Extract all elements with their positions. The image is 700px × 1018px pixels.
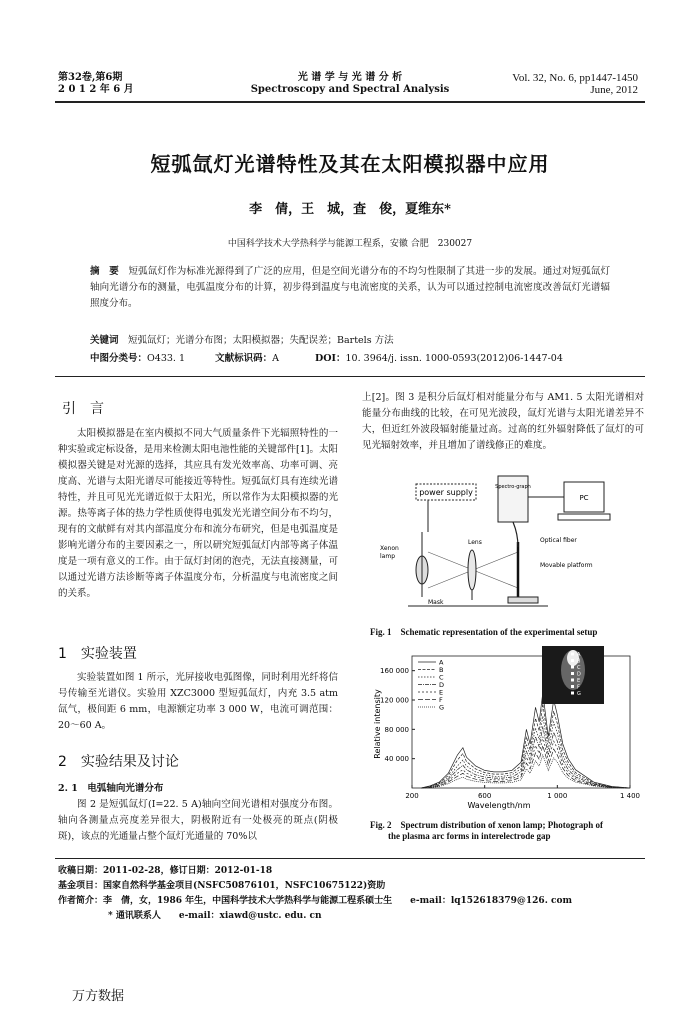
abstract-text: 短弧氙灯作为标准光源得到了广泛的应用，但是空间光谱分布的不均匀性限制了其进一步的发展。通过对短弧氙灯轴向光谱分布的测量，电弧温度分布的计算，初步得到温度与电流密度的关系，认为可以通过控制电流密度改善氙灯光谱辐照度分布。 xyxy=(90,266,610,309)
journal-title-en: Spectroscopy and Spectral Analysis xyxy=(250,84,450,95)
source-watermark: 万方数据 xyxy=(72,989,125,1004)
right-column-paragraph: 上[2]。图 3 是积分后氙灯相对能量分布与 AM1. 5 太阳光谱相对能量分布曲线的比较，在可见光波段，氙灯光谱与太阳光谱差异不大，但近红外波段辐射能量过高。过高的红外辐射降低了氙灯的可见光辐射效率，并且增加了谱线修正的难度。 xyxy=(362,392,644,451)
photo-marker-label: G xyxy=(577,691,581,697)
photo-marker-dot xyxy=(571,659,574,662)
clc-label: 中图分类号： xyxy=(90,353,148,364)
figure-1-number: Fig. 1 xyxy=(370,627,392,637)
figure-2-chart xyxy=(368,642,640,810)
affiliation: 中国科学技术大学热科学与能源工程系，安徽 合肥 230027 xyxy=(227,239,473,249)
classification xyxy=(90,352,610,366)
footnotes xyxy=(58,864,658,924)
abstract xyxy=(90,264,610,312)
keywords-label: 关键词 xyxy=(90,335,119,346)
axial-spectrum-paragraph: 图 2 是短弧氙灯(I=22. 5 A)轴向空间光谱相对强度分布图。轴向各测量点亮度差异很大，阴极附近有一处极亮的斑点(阴极斑)，该点的光通量占整个氙灯光通量的 70%以 xyxy=(58,799,338,842)
spectrograph-label: Spectro-graph xyxy=(495,484,531,490)
power-supply-label: power supply xyxy=(419,488,473,497)
x-tick-label: 600 xyxy=(477,792,492,800)
lamp-label: lamp xyxy=(380,553,395,560)
figure-2-caption-line2: the plasma arc forms in interelectrode gap xyxy=(388,831,551,841)
subsection-2-1-title: 2. 1 电弧轴向光谱分布 xyxy=(58,783,164,794)
author-list: 李 倩，王 城，査 俊，夏维东* xyxy=(249,202,451,217)
fund-info: 基金项目：国家自然科学基金项目(NSFC50876101，NSFC10675122)资助 xyxy=(58,881,386,891)
photo-marker-dot xyxy=(571,679,574,682)
section-1-title: 1 实验装置 xyxy=(58,646,137,662)
header-rule xyxy=(55,101,645,103)
figure-1-schematic xyxy=(368,472,640,614)
xenon-label: Xenon xyxy=(380,545,399,552)
lens xyxy=(468,550,476,590)
journal-title-cn: 光 谱 学 与 光 谱 分 析 xyxy=(297,72,403,83)
abstract-rule xyxy=(55,376,645,377)
y-tick-label: 40 000 xyxy=(384,755,409,764)
legend-label: D xyxy=(439,681,445,689)
legend-label: A xyxy=(439,658,444,667)
figure-2-caption-line1: Spectrum distribution of xenon lamp; Photograph of xyxy=(400,820,604,830)
legend-label: F xyxy=(439,696,443,704)
pc-keyboard xyxy=(558,514,610,520)
legend-label: E xyxy=(439,688,444,697)
doc-code-label: 文献标识码： xyxy=(215,353,273,364)
doi-value: 10. 3964/j. issn. 1000-0593(2012)06-1447-04 xyxy=(345,353,563,364)
photo-marker-label: F xyxy=(577,684,580,691)
figure-1-caption-text: Schematic representation of the experimental setup xyxy=(400,627,598,637)
platform-label: Movable platform xyxy=(540,562,593,569)
x-tick-label: 1 000 xyxy=(547,792,568,800)
volume-pages: Vol. 32, No. 6, pp1447-1450 xyxy=(512,72,638,84)
photo-marker-dot xyxy=(571,685,574,688)
photo-marker-dot xyxy=(571,666,574,669)
photo-marker-dot xyxy=(571,672,574,675)
movable-platform xyxy=(508,597,538,603)
photo-marker-dot xyxy=(571,653,574,656)
photo-marker-label: C xyxy=(577,665,581,671)
author-bio: 作者简介：李 倩，女，1986 年生，中国科学技术大学热科学与能源工程系硕士生 e-mail：lq152618379@126. com xyxy=(58,896,572,906)
journal-pages xyxy=(512,72,638,96)
clc-value: O433. 1 xyxy=(147,353,186,364)
doi-label: DOI： xyxy=(315,353,346,364)
series-line-E xyxy=(421,737,630,788)
photo-marker-label: E xyxy=(577,678,581,684)
photo-marker-label: D xyxy=(577,671,581,678)
footnote-rule xyxy=(55,858,645,859)
setup-paragraph: 实验装置如图 1 所示，光屏接收电弧图像，同时利用光纤将信号传输至光谱仪。实验用 XZC3000 型短弧氙灯，内充 3.5 atm 氙气，极间距 6 mm，电源额定功率 3 000 W，电流可调范围：20～60 A。 xyxy=(58,672,338,731)
x-axis-label: Wavelength/nm xyxy=(467,801,531,810)
section-intro-title: 引 言 xyxy=(62,401,104,417)
spectrograph-box xyxy=(498,476,528,522)
paper-title: 短弧氙灯光谱特性及其在太阳模拟器中应用 xyxy=(150,152,550,176)
photo-marker-dot xyxy=(571,692,574,695)
legend-label: B xyxy=(439,666,444,674)
journal-volume xyxy=(58,72,134,96)
intro-paragraph: 太阳模拟器是在室内模拟不同大气质量条件下光辐照特性的一种实验或定标设备，是用来检测太阳电池性能的关键部件[1]。太阳模拟器关键是对光源的选择，其应具有发光效率高、功率可调、亮度高、光谱与太阳光谱尽可能接近等特性。短弧氙灯具有连续光谱特性，并且可见光光谱近似于太阳光，所以常作为太阳模拟器的光源。热等离子体的热力学性质使得电弧发光光谱空间分布不均匀，现有的文献鲜有对其内部温度分布和流分布研究，但是电弧温度是影响光谱分布的主要因素之一，所以研究短弧氙灯内部等离子体温度是一项有意义的工作。由于氙灯封闭的泡壳，无法直接测量，可以通过光谱方法诊断等离子体温度分布，分析温度与电流密度之间的关系。 xyxy=(58,428,338,599)
photo-marker-label: A xyxy=(577,652,581,658)
y-tick-label: 160 000 xyxy=(380,667,409,676)
x-tick-label: 200 xyxy=(405,792,419,800)
legend-label: C xyxy=(439,673,444,682)
lens-label: Lens xyxy=(468,539,482,546)
publication-date: 2 0 1 2 年 6 月 xyxy=(58,84,134,95)
received-date: 收稿日期：2011-02-28，修订日期：2012-01-18 xyxy=(58,866,273,876)
photo-marker-label: B xyxy=(577,658,581,665)
series-line-B xyxy=(421,704,630,788)
journal-title xyxy=(200,72,500,96)
volume-issue: 第32卷,第6期 xyxy=(58,72,123,83)
keywords-text: 短弧氙灯；光谱分布图；太阳模拟器；失配误差；Bartels 方法 xyxy=(128,335,394,346)
mask-label: Mask xyxy=(428,599,444,606)
series-line-A xyxy=(421,693,630,788)
y-tick-label: 120 000 xyxy=(380,696,409,705)
figure-2-caption xyxy=(370,818,640,841)
section-2-title: 2 实验结果及讨论 xyxy=(58,754,179,770)
corresponding-author: * 通讯联系人 e-mail：xiawd@ustc. edu. cn xyxy=(108,911,322,921)
y-tick-label: 80 000 xyxy=(384,725,409,734)
figure-1-caption xyxy=(370,625,597,638)
keywords xyxy=(90,334,610,348)
fiber-label: Optical fiber xyxy=(540,537,577,544)
month-year: June, 2012 xyxy=(590,84,638,96)
x-tick-label: 1 400 xyxy=(619,792,640,800)
doc-code-value: A xyxy=(272,353,279,364)
pc-label: PC xyxy=(579,494,589,502)
y-axis-label: Relative intensity xyxy=(373,689,382,759)
legend-label: G xyxy=(439,703,445,712)
figure-2-number: Fig. 2 xyxy=(370,820,392,830)
abstract-label: 摘 要 xyxy=(90,266,119,277)
